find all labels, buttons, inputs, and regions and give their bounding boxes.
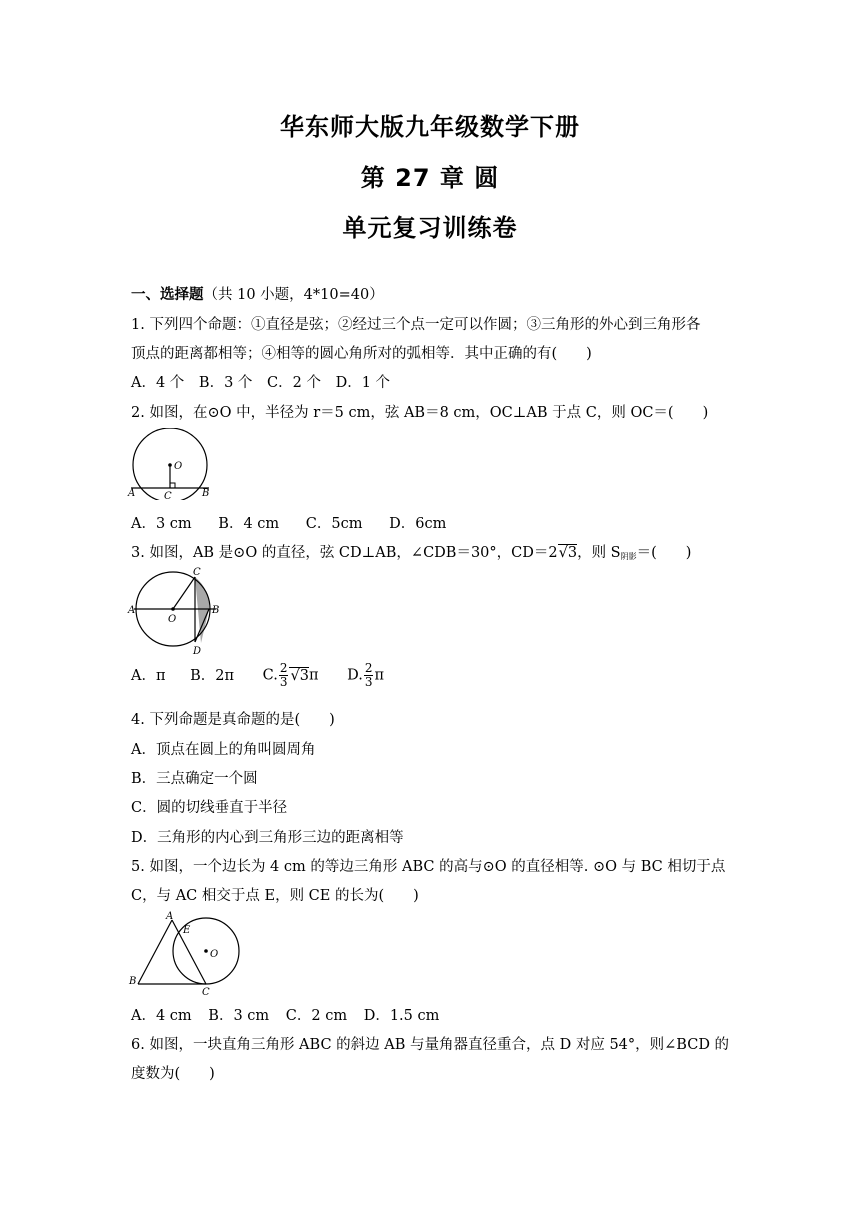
q4-option-a: A．顶点在圆上的角叫圆周角 [131, 742, 316, 758]
q3-stem-part-c: ＝( ) [636, 545, 692, 561]
q3-label-d: D [193, 646, 202, 656]
q3-label-c: C [193, 567, 201, 578]
q5-center-point [204, 949, 208, 953]
q5-stem-line1: 5. 如图，一个边长为 4 cm 的等边三角形 ABC 的高与⊙O 的直径相等. ⊙O 与 BC 相切于点 [131, 859, 726, 875]
q2-label-o: O [174, 461, 183, 472]
q5-label-b: B [129, 976, 137, 987]
q5-side-ab [138, 920, 172, 984]
q3-stem-part-a: 3. 如图，AB 是⊙O 的直径，弦 CD⊥AB，∠CDB＝30°，CD＝2 [131, 545, 558, 561]
q3-label-o: O [168, 614, 177, 625]
q3-option-a: A．π [131, 667, 166, 684]
q3-label-a: A [128, 605, 136, 616]
q2-label-a: A [128, 488, 136, 499]
q3-segment-oc [173, 577, 195, 609]
q3-subscript: 阴影 [620, 552, 637, 561]
q6-stem-line2: 度数为( ) [131, 1066, 215, 1082]
q4-stem: 4. 下列命题是真命题的是( ) [131, 712, 335, 728]
q5-figure [126, 910, 242, 996]
q2-options [131, 512, 446, 533]
q5-label-o: O [210, 949, 219, 960]
q1-options [131, 371, 390, 392]
q4-option-c: C．圆的切线垂直于半径 [131, 800, 288, 816]
q1-option-a: A．4 个 [131, 375, 185, 391]
q2-option-c: C．5cm [305, 516, 363, 532]
q3-label-b: B [212, 605, 220, 616]
q3-option-c: C. $\frac{2}{3}$ √3π [262, 661, 319, 689]
q2-option-a: A．3 cm [131, 516, 192, 532]
unit-title: 单元复习训练卷 [342, 214, 518, 242]
document-title: 华东师大版九年级数学下册 [280, 113, 580, 141]
q3-options [131, 662, 384, 689]
q2-center-point [168, 463, 172, 467]
q3-stem [131, 541, 691, 562]
q5-option-a: A．4 cm [131, 1008, 192, 1024]
q6-stem-line1: 6. 如图，一块直角三角形 ABC 的斜边 AB 与量角器直径重合，点 D 对应 54°，则∠BCD 的 [131, 1037, 730, 1053]
q1-stem-line2: 顶点的距离都相等；④相等的圆心角所对的弧相等．其中正确的有( ) [131, 346, 592, 362]
q3-figure-circle [126, 566, 224, 656]
q2-label-c: C [164, 491, 172, 500]
q5-option-d: D．1.5 cm [363, 1008, 440, 1024]
q4-option-d: D．三角形的内心到三角形三边的距离相等 [131, 830, 404, 846]
q3-center-point [171, 607, 175, 611]
section-header [131, 283, 384, 304]
q1-option-b: B．3 个 [198, 375, 253, 391]
q3-option-b: B．2π [190, 667, 235, 684]
q3-sqrt-radicand: √3 [558, 545, 578, 561]
q1-option-c: C．2 个 [267, 375, 321, 391]
section-label: 一、选择题 [131, 287, 204, 303]
q5-options [131, 1004, 439, 1025]
q5-label-a: A [166, 911, 174, 922]
q5-option-b: B．3 cm [208, 1008, 270, 1024]
chapter-title: 第 27 章 圆 [360, 164, 500, 192]
q2-figure-circle [126, 428, 214, 500]
q2-right-angle-mark [170, 483, 175, 488]
q1-option-d: D．1 个 [335, 375, 391, 391]
q1-stem-line1: 1. 下列四个命题：①直径是弦；②经过三个点一定可以作圆；③三角形的外心到三角形各 [131, 317, 701, 333]
q5-label-c: C [202, 987, 210, 996]
q4-option-b: B．三点确定一个圆 [131, 771, 258, 787]
q2-stem: 2. 如图，在⊙O 中，半径为 r＝5 cm，弦 AB＝8 cm，OC⊥AB 于点 C，则 OC＝( ) [131, 405, 709, 421]
q3-option-d: D. $\frac{2}{3}$ π [347, 661, 384, 689]
q2-option-b: B．4 cm [218, 516, 280, 532]
q5-stem-line2: C，与 AC 相交于点 E，则 CE 的长为( ) [131, 888, 419, 904]
q5-option-c: C．2 cm [285, 1008, 348, 1024]
q5-label-e: E [183, 925, 191, 936]
q3-stem-part-b: ，则 S [577, 545, 621, 561]
section-note: （共 10 小题，4*10=40） [203, 287, 384, 303]
q2-option-d: D．6cm [389, 516, 447, 532]
q2-label-b: B [202, 488, 210, 499]
